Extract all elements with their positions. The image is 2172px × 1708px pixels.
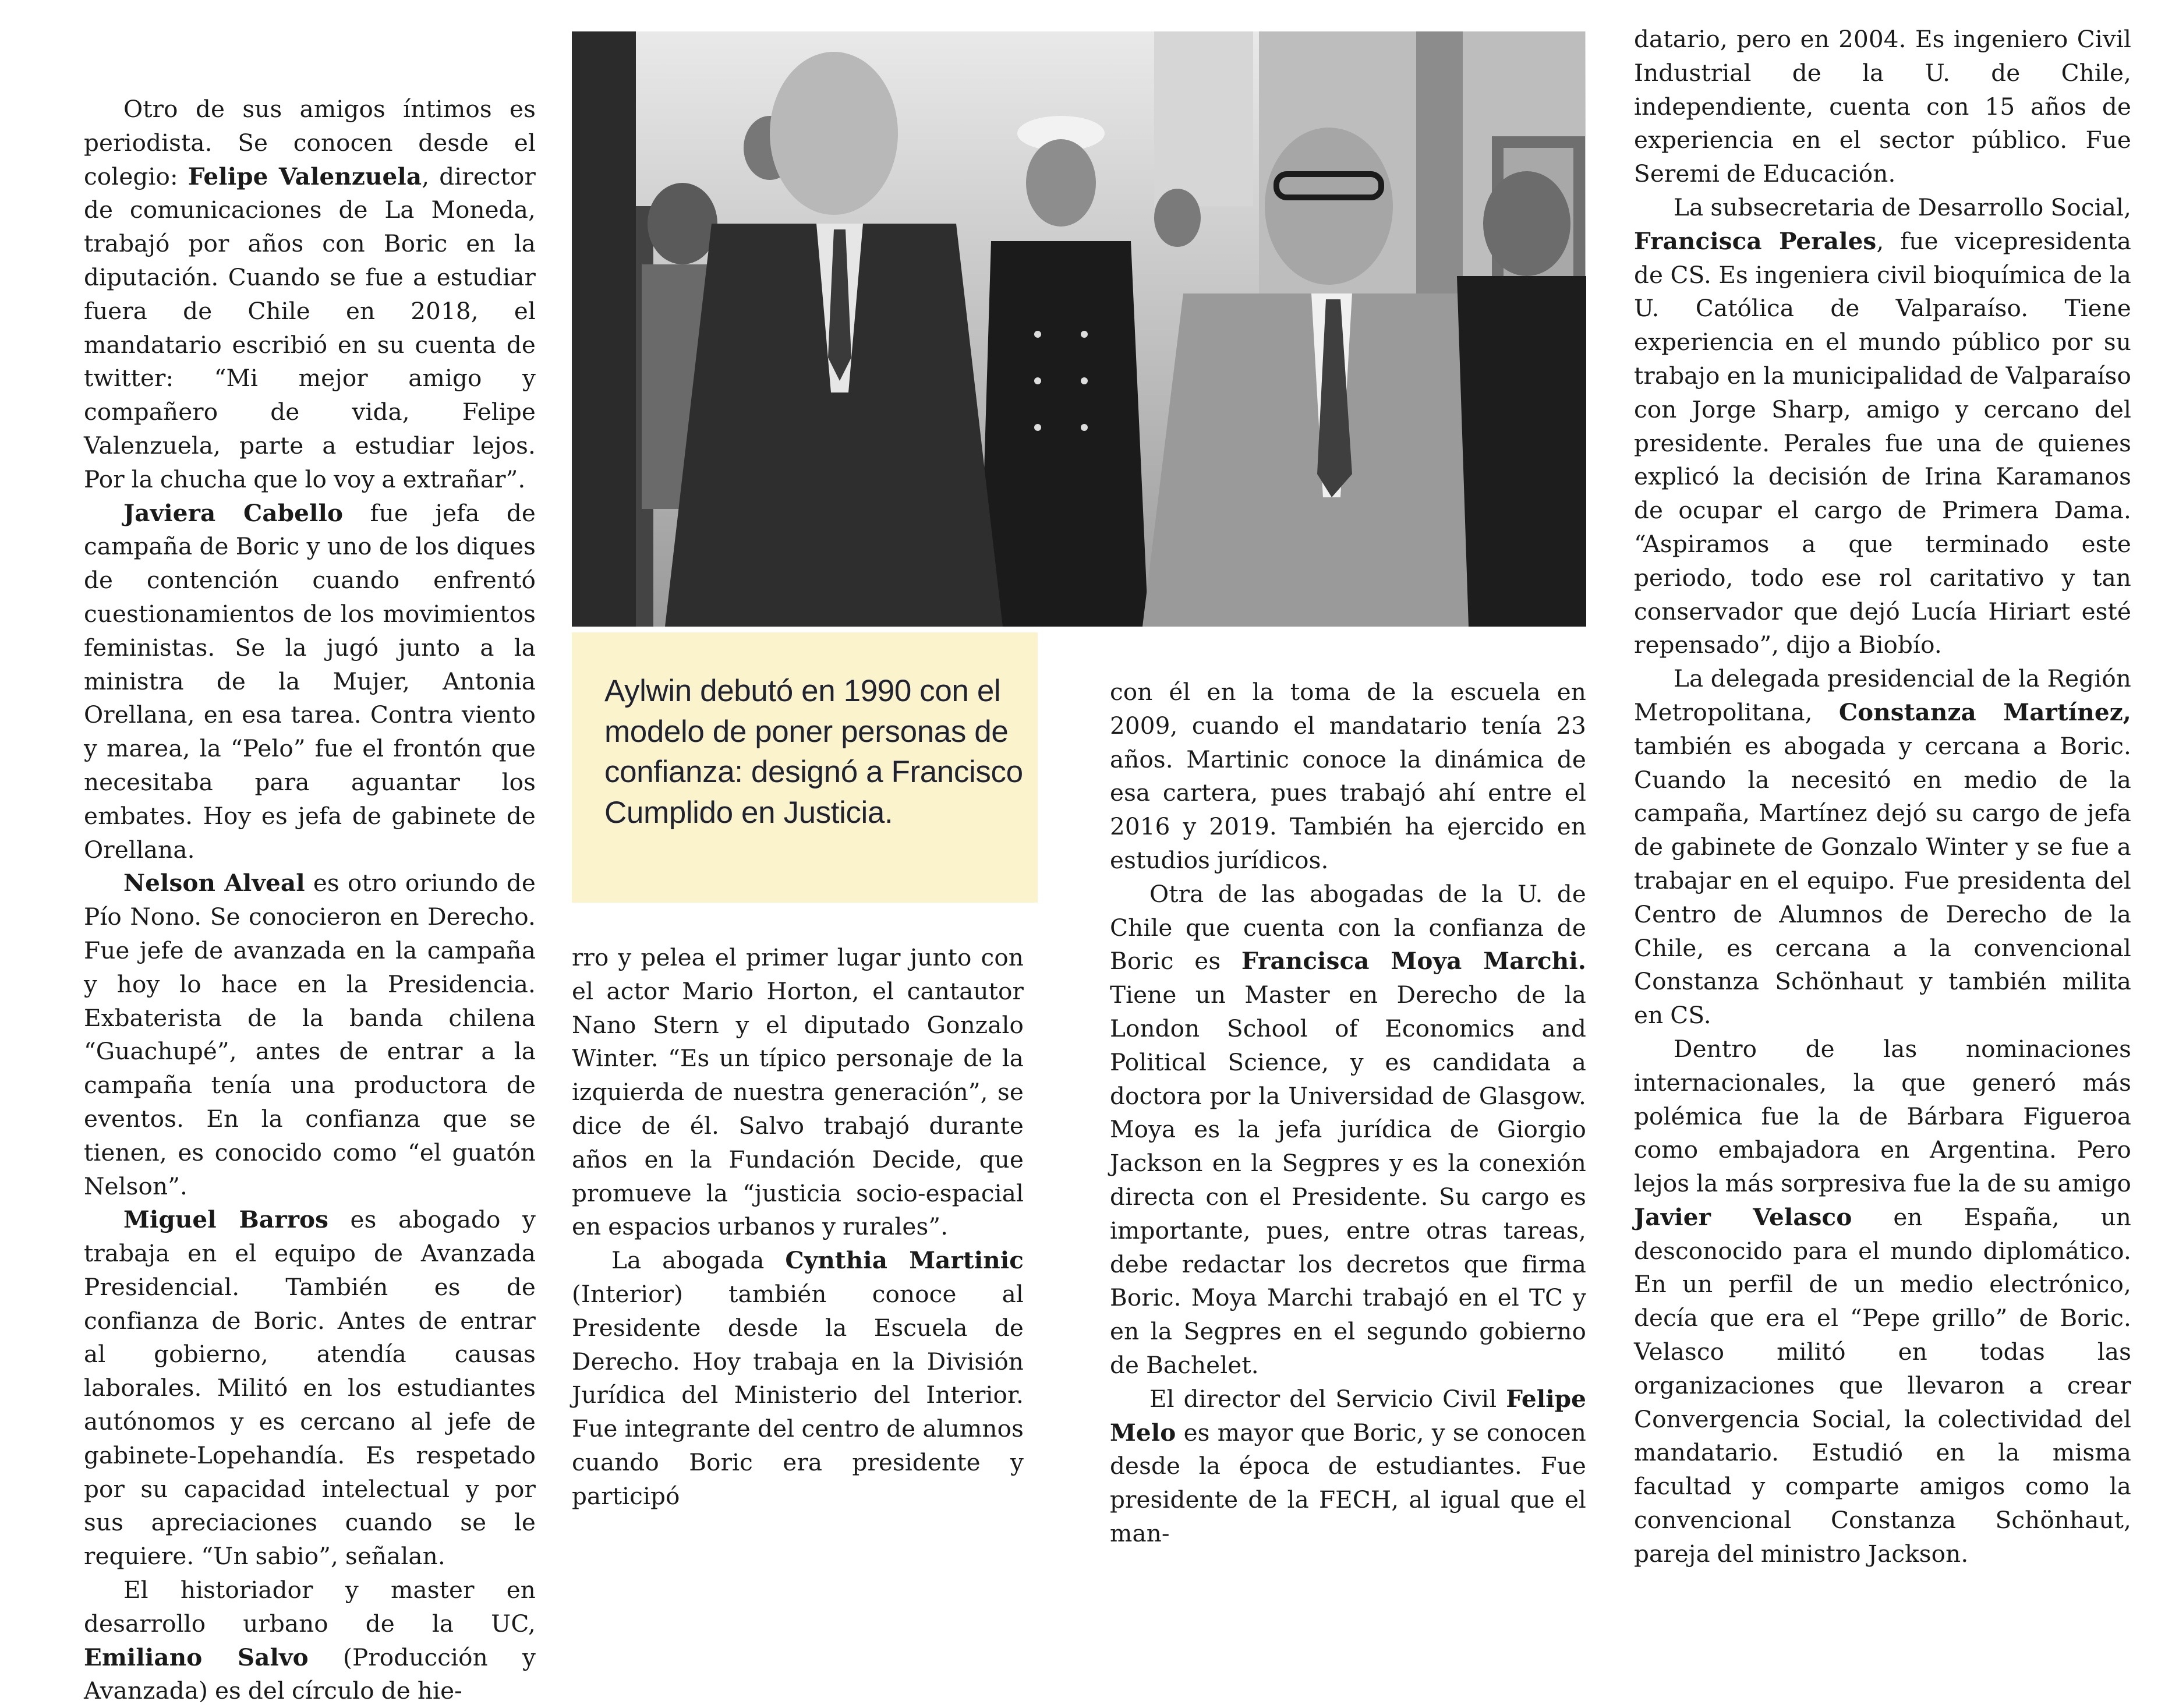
paragraph — [572, 941, 1024, 1244]
text-run: Otra de las abogadas de la U. de Chile que cuenta con la confianza de Boric es — [1110, 879, 1586, 975]
photo-illustration — [572, 31, 1586, 627]
text-run: El director del Servicio Civil — [1149, 1384, 1506, 1413]
pull-quote-text: Aylwin debutó en 1990 con el modelo de poner personas de confianza: designó a Francisco Cumplido en Justicia. — [604, 674, 1023, 830]
column-2 — [572, 941, 1024, 1513]
bold-name: Nelson Alveal — [123, 869, 305, 897]
text-run: (Producción y Avanzada) es del círculo de hie- — [84, 1643, 536, 1705]
text-run: La abogada — [611, 1246, 786, 1275]
bold-name: Constanza Martínez, — [1838, 698, 2131, 726]
text-run: El historiador y master en desarrollo urbano de la UC, — [84, 1576, 536, 1638]
paragraph — [1634, 662, 2131, 1032]
text-run: es abogado y trabaja en el equipo de Avanzada Presidencial. También es de confianza de Boric. Antes de entrar al gobierno, atendía causas laborales. Militó en los estudiantes autónomos y es cercano al jefe de gabinete-Lopehandía. Es respetado por su capacidad intelectual y por sus apreciaciones cuando se le requiere. “Un sabio”, señalan. — [84, 1205, 536, 1571]
bold-name: Miguel Barros — [123, 1205, 329, 1234]
text-run: también es abogada y cercana a Boric. Cuando la necesitó en medio de la campaña, Martínez dejó su cargo de jefa de gabinete de Gonzalo Winter y se fue a trabajar en el equipo. Fue presidenta del Centro de Alumnos de Derecho de la Chile, es cercana a la convencional Constanza Schönhaut y también milita en CS. — [1634, 731, 2131, 1030]
text-run: rro y pelea el primer lugar junto con el actor Mario Horton, el cantautor Nano Stern y el diputado Gonzalo Winter. “Es un típico personaje de la izquierda de nuestra generación”, se dice de él. Salvo trabajó durante años en la Fundación Decide, que promueve la “justicia socio-espacial en espacios urbanos y rurales”. — [572, 943, 1024, 1241]
column-4 — [1634, 23, 2131, 1571]
paragraph — [1634, 23, 2131, 191]
paragraph — [84, 93, 536, 497]
paragraph — [84, 497, 536, 867]
paragraph — [84, 867, 536, 1203]
text-run: es otro oriundo de Pío Nono. Se conocieron en Derecho. Fue jefe de avanzada en la campaña y hoy lo hace en la Presidencia. Exbaterista de la banda chilena “Guachupé”, antes de entrar a la campaña tenía una productora de eventos. En la confianza que se tienen, es conocido como “el guatón Nelson”. — [84, 869, 536, 1200]
text-run: Tiene un Master en Derecho de la London School of Economics and Political Science, y es candidata a doctora por la Universidad de Glasgow. Moya es la jefa jurídica de Giorgio Jackson en la Segpres y es la conexión directa con el Presidente. Su cargo es importante, pues, entre otras tareas, debe redactar los decretos que firma Boric. Moya Marchi trabajó en el TC y en la Segpres en el segundo gobierno de Bachelet. — [1110, 981, 1586, 1379]
paragraph — [1634, 1032, 2131, 1571]
text-run: La delegada presidencial de la Región Metropolitana, — [1634, 664, 2131, 726]
paragraph — [1110, 1382, 1586, 1551]
text-run: en España, un desconocido para el mundo diplomático. En un perfil de un medio electrónico, decía que era el “Pepe grillo” de Boric. Velasco militó en todas las organizaciones que llevaron a crear Convergencia Social, la colectividad del mandatario. Estudió en la misma facultad y comparte amigos como la convencional Constanza Schönhaut, pareja del ministro Jackson. — [1634, 1203, 2131, 1568]
paragraph — [1110, 878, 1586, 1382]
bold-name: Javier Velasco — [1634, 1203, 1852, 1231]
paragraph — [572, 1244, 1024, 1513]
bold-name: Francisca Moya Marchi. — [1241, 947, 1586, 975]
text-run: , director de comunicaciones de La Moneda, trabajó por años con Boric en la diputación. Cuando se fue a estudiar fuera de Chile en 2018, el mandatario escribió en su cuenta de twitter: “Mi mejor amigo y compañero de vida, Felipe Valenzuela, parte a estudiar lejos. Por la chucha que lo voy a extrañar”. — [84, 162, 536, 493]
bold-name: Emiliano Salvo — [84, 1643, 309, 1671]
paragraph — [84, 1573, 536, 1708]
bold-name: Javiera Cabello — [123, 498, 344, 527]
text-run: Otro de sus amigos íntimos es periodista. Se conocen desde el colegio: — [84, 95, 536, 190]
column-1 — [84, 93, 536, 1708]
paragraph — [1634, 191, 2131, 662]
text-run: Dentro de las nominaciones internacionales, la que generó más polémica fue la de Bárbara Figueroa como embajadora en Argentina. Pero lejos la más sorpresiva fue la de su amigo — [1634, 1034, 2131, 1198]
text-run: fue jefa de campaña de Boric y uno de los diques de contención cuando enfrentó cuestionamientos de los movimientos feministas. Se la jugó junto a la ministra de la Mujer, Antonia Orellana, en esa tarea. Contra viento y marea, la “Pelo” fue el frontón que necesitaba para aguantar los embates. Hoy es jefa de gabinete de Orellana. — [84, 498, 536, 864]
text-run: (Interior) también conoce al Presidente desde la Escuela de Derecho. Hoy trabaja en la División Jurídica del Ministerio del Interior. Fue integrante del centro de alumnos cuando Boric era presidente y participó — [572, 1279, 1024, 1510]
column-3 — [1110, 676, 1586, 1551]
bold-name: Cynthia Martinic — [785, 1246, 1024, 1275]
pull-quote-box — [572, 632, 1038, 903]
bold-name: Felipe Valenzuela — [188, 162, 422, 190]
text-run: , fue vicepresidenta de CS. Es ingeniera civil bioquímica de la U. Católica de Valparaíso. Tiene experiencia en el mundo público por su trabajo en la municipalidad de Valparaíso con Jorge Sharp, amigo y cercano del presidente. Perales fue una de quienes explicó la decisión de Irina Karamanos de ocupar el cargo de Primera Dama. “Aspiramos a que terminado este periodo, todo ese rol caritativo y tan conservador que dejó Lucía Hiriart esté repensado”, dijo a Biobío. — [1634, 227, 2131, 659]
text-run: La subsecretaria de Desarrollo Social, — [1674, 193, 2131, 221]
text-run: con él en la toma de la escuela en 2009, cuando el mandatario tenía 23 años. Martinic conoce la dinámica de esa cartera, pues trabajó ahí entre el 2016 y 2019. También ha ejercido en estudios jurídicos. — [1110, 678, 1586, 874]
text-run: datario, pero en 2004. Es ingeniero Civil Industrial de la U. de Chile, independiente, cuenta con 15 años de experiencia en el sector público. Fue Seremi de Educación. — [1634, 25, 2131, 188]
news-photo — [572, 31, 1586, 627]
bold-name: Francisca Perales — [1634, 227, 1877, 255]
paragraph — [84, 1203, 536, 1573]
paragraph — [1110, 676, 1586, 878]
bold-name: Felipe Melo — [1110, 1384, 1586, 1447]
text-run: es mayor que Boric, y se conocen desde la época de estudiantes. Fue presidente de la FECH, al igual que el man- — [1110, 1418, 1586, 1547]
